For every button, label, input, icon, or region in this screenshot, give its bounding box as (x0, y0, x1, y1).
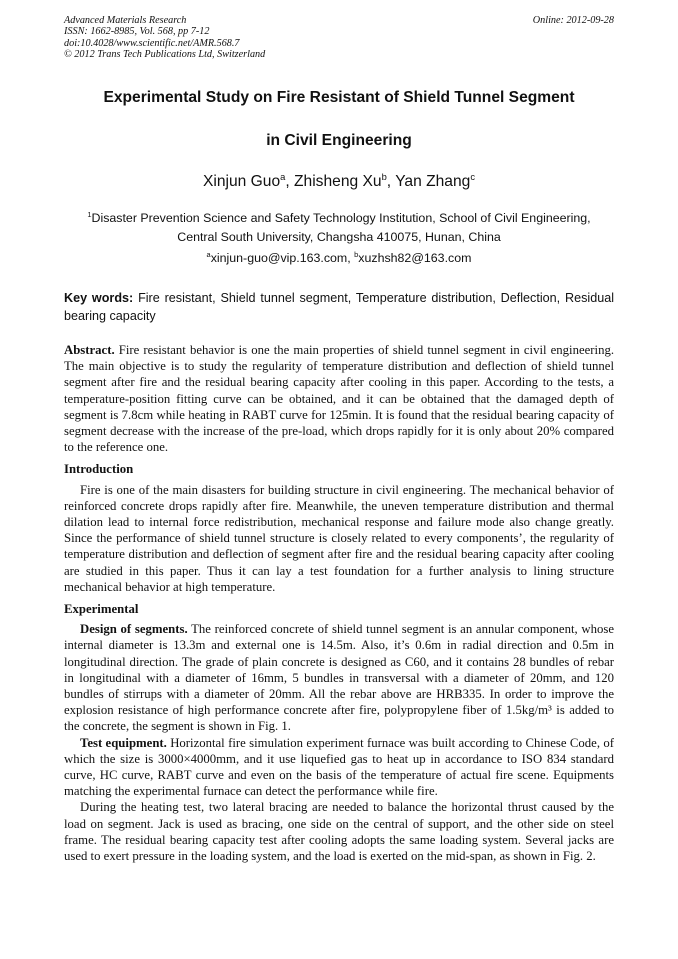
email-a-sup: a (206, 249, 211, 259)
title-line-2: in Civil Engineering (266, 132, 412, 149)
introduction-paragraph: Fire is one of the main disasters for building structure in civil engineering. The mechanical behavior of reinforced concrete drops rapidly after fire. Meanwhile, the uneven temperature distribution and thermal dilation lead to internal force redistribution, mechanical response and failure mode also change greatly. Since the performance of shield tunnel structure is closely related to every components’, the regularity of temperature distribution and deflection of segment after fire and the residual bearing capacity after cooling are studied in this paper. Thus it can lay a test foundation for a further analysis to lining structure mechanical behavior at high temperature. (64, 482, 614, 594)
email-a: xinjun-guo@vip.163.com (210, 251, 348, 265)
email-b-sup: b (354, 249, 359, 259)
email-b: xuzhsh82@163.com (358, 251, 472, 265)
design-label: Design of segments. (80, 622, 188, 637)
author-sup: a (280, 171, 286, 182)
journal-header (64, 15, 614, 61)
author-list (40, 173, 638, 191)
equipment-label: Test equipment. (80, 735, 167, 750)
abstract (64, 342, 614, 455)
section-heading-introduction: Introduction (64, 462, 134, 477)
author-emails (40, 251, 638, 265)
author-sup: b (381, 171, 387, 182)
section-heading-experimental: Experimental (64, 602, 139, 617)
design-text: The reinforced concrete of shield tunnel segment is an annular component, whose internal diameter is 13.3m and external one is 14.5m. Also, it’s 0.6m in radial direction and 0.5m in longitudinal direction. The grade of plain concrete is designed as C60, and it contains 28 bundles of rebar in longitudinal with a diameter of 16mm, 5 bundles in transversal with a diameter of 20mm, and 120 bundles of stirrups with a diameter of 20mm. All the rebar above are HRB335. In order to improve the explosion resistance of high performance concrete after fire, polypropylene fiber of 1.5kg/m³ is added to the concrete, the segment is shown in Fig. 1. (64, 622, 614, 734)
equipment-text: Horizontal fire simulation experiment furnace was built according to Chinese Code, of which the size is 3000×4000mm, and it use liquefied gas to heat up in accordance to ISO 834 standard curve, HC curve, RABT curve and even on the basis of the temperature of actual fire scene. Equipments matching the experimental furnace can detect the performance while fire. (64, 735, 614, 799)
journal-copyright: © 2012 Trans Tech Publications Ltd, Switzerland (64, 49, 266, 61)
title-line-1: Experimental Study on Fire Resistant of Shield Tunnel Segment (103, 89, 575, 106)
online-date: Online: 2012-09-28 (532, 15, 614, 26)
affiliation-line-1: Disaster Prevention Science and Safety Technology Institution, School of Civil Engineering, (91, 211, 591, 225)
author-sep: , (285, 173, 295, 190)
journal-issn: ISSN: 1662-8985, Vol. 568, pp 7-12 (64, 26, 210, 38)
paper-title (40, 88, 638, 151)
abstract-label: Abstract. (64, 343, 115, 357)
journal-doi: doi:10.4028/www.scientific.net/AMR.568.7 (64, 37, 240, 49)
author-name: Zhisheng Xu (294, 173, 382, 190)
keywords-text: Fire resistant, Shield tunnel segment, Temperature distribution, Deflection, Residual bearing capacity (64, 291, 614, 323)
author-name: Xinjun Guo (202, 173, 281, 190)
author-sep: , (386, 173, 396, 190)
equipment-paragraph (64, 735, 614, 800)
abstract-text: Fire resistant behavior is one the main properties of shield tunnel segment in civil engineering. The main objective is to study the regularity of temperature distribution and deflection of shield tunnel segment after fire and the residual bearing capacity after cooling in this paper. According to the tests, a temperature-position fitting curve can be obtained, and it can be obtained that the damaged depth of segment is 7.8cm while heating in RABT curve for 125min. It is found that the residual bearing capacity of segment decrease with the increase of the pre-load, which drops rapidly for it is only about 20% compared to the reference one. (64, 343, 615, 455)
heating-paragraph: During the heating test, two lateral bracing are needed to balance the horizontal thrust caused by the load on segment. Jack is used as bracing, one side on the central of support, and the other side on steel frame. The residual bearing capacity test after cooling adopts the same loading system. Several jacks are used to exert pressure in the loading system, and the load is exerted on the mid-span, as shown in Fig. 2. (64, 800, 614, 864)
affiliation-sup: 1 (87, 209, 92, 219)
affiliation (70, 209, 608, 247)
email-sep: , (347, 251, 355, 265)
author-name: Yan Zhang (395, 173, 471, 190)
keywords (64, 289, 614, 325)
design-paragraph (64, 621, 614, 734)
journal-name: Advanced Materials Research (64, 15, 187, 26)
affiliation-line-2: Central South University, Changsha 410075, Hunan, China (177, 230, 501, 244)
paper-body (64, 342, 614, 864)
author-sup: c (470, 171, 476, 182)
keywords-label: Key words: (64, 291, 134, 305)
